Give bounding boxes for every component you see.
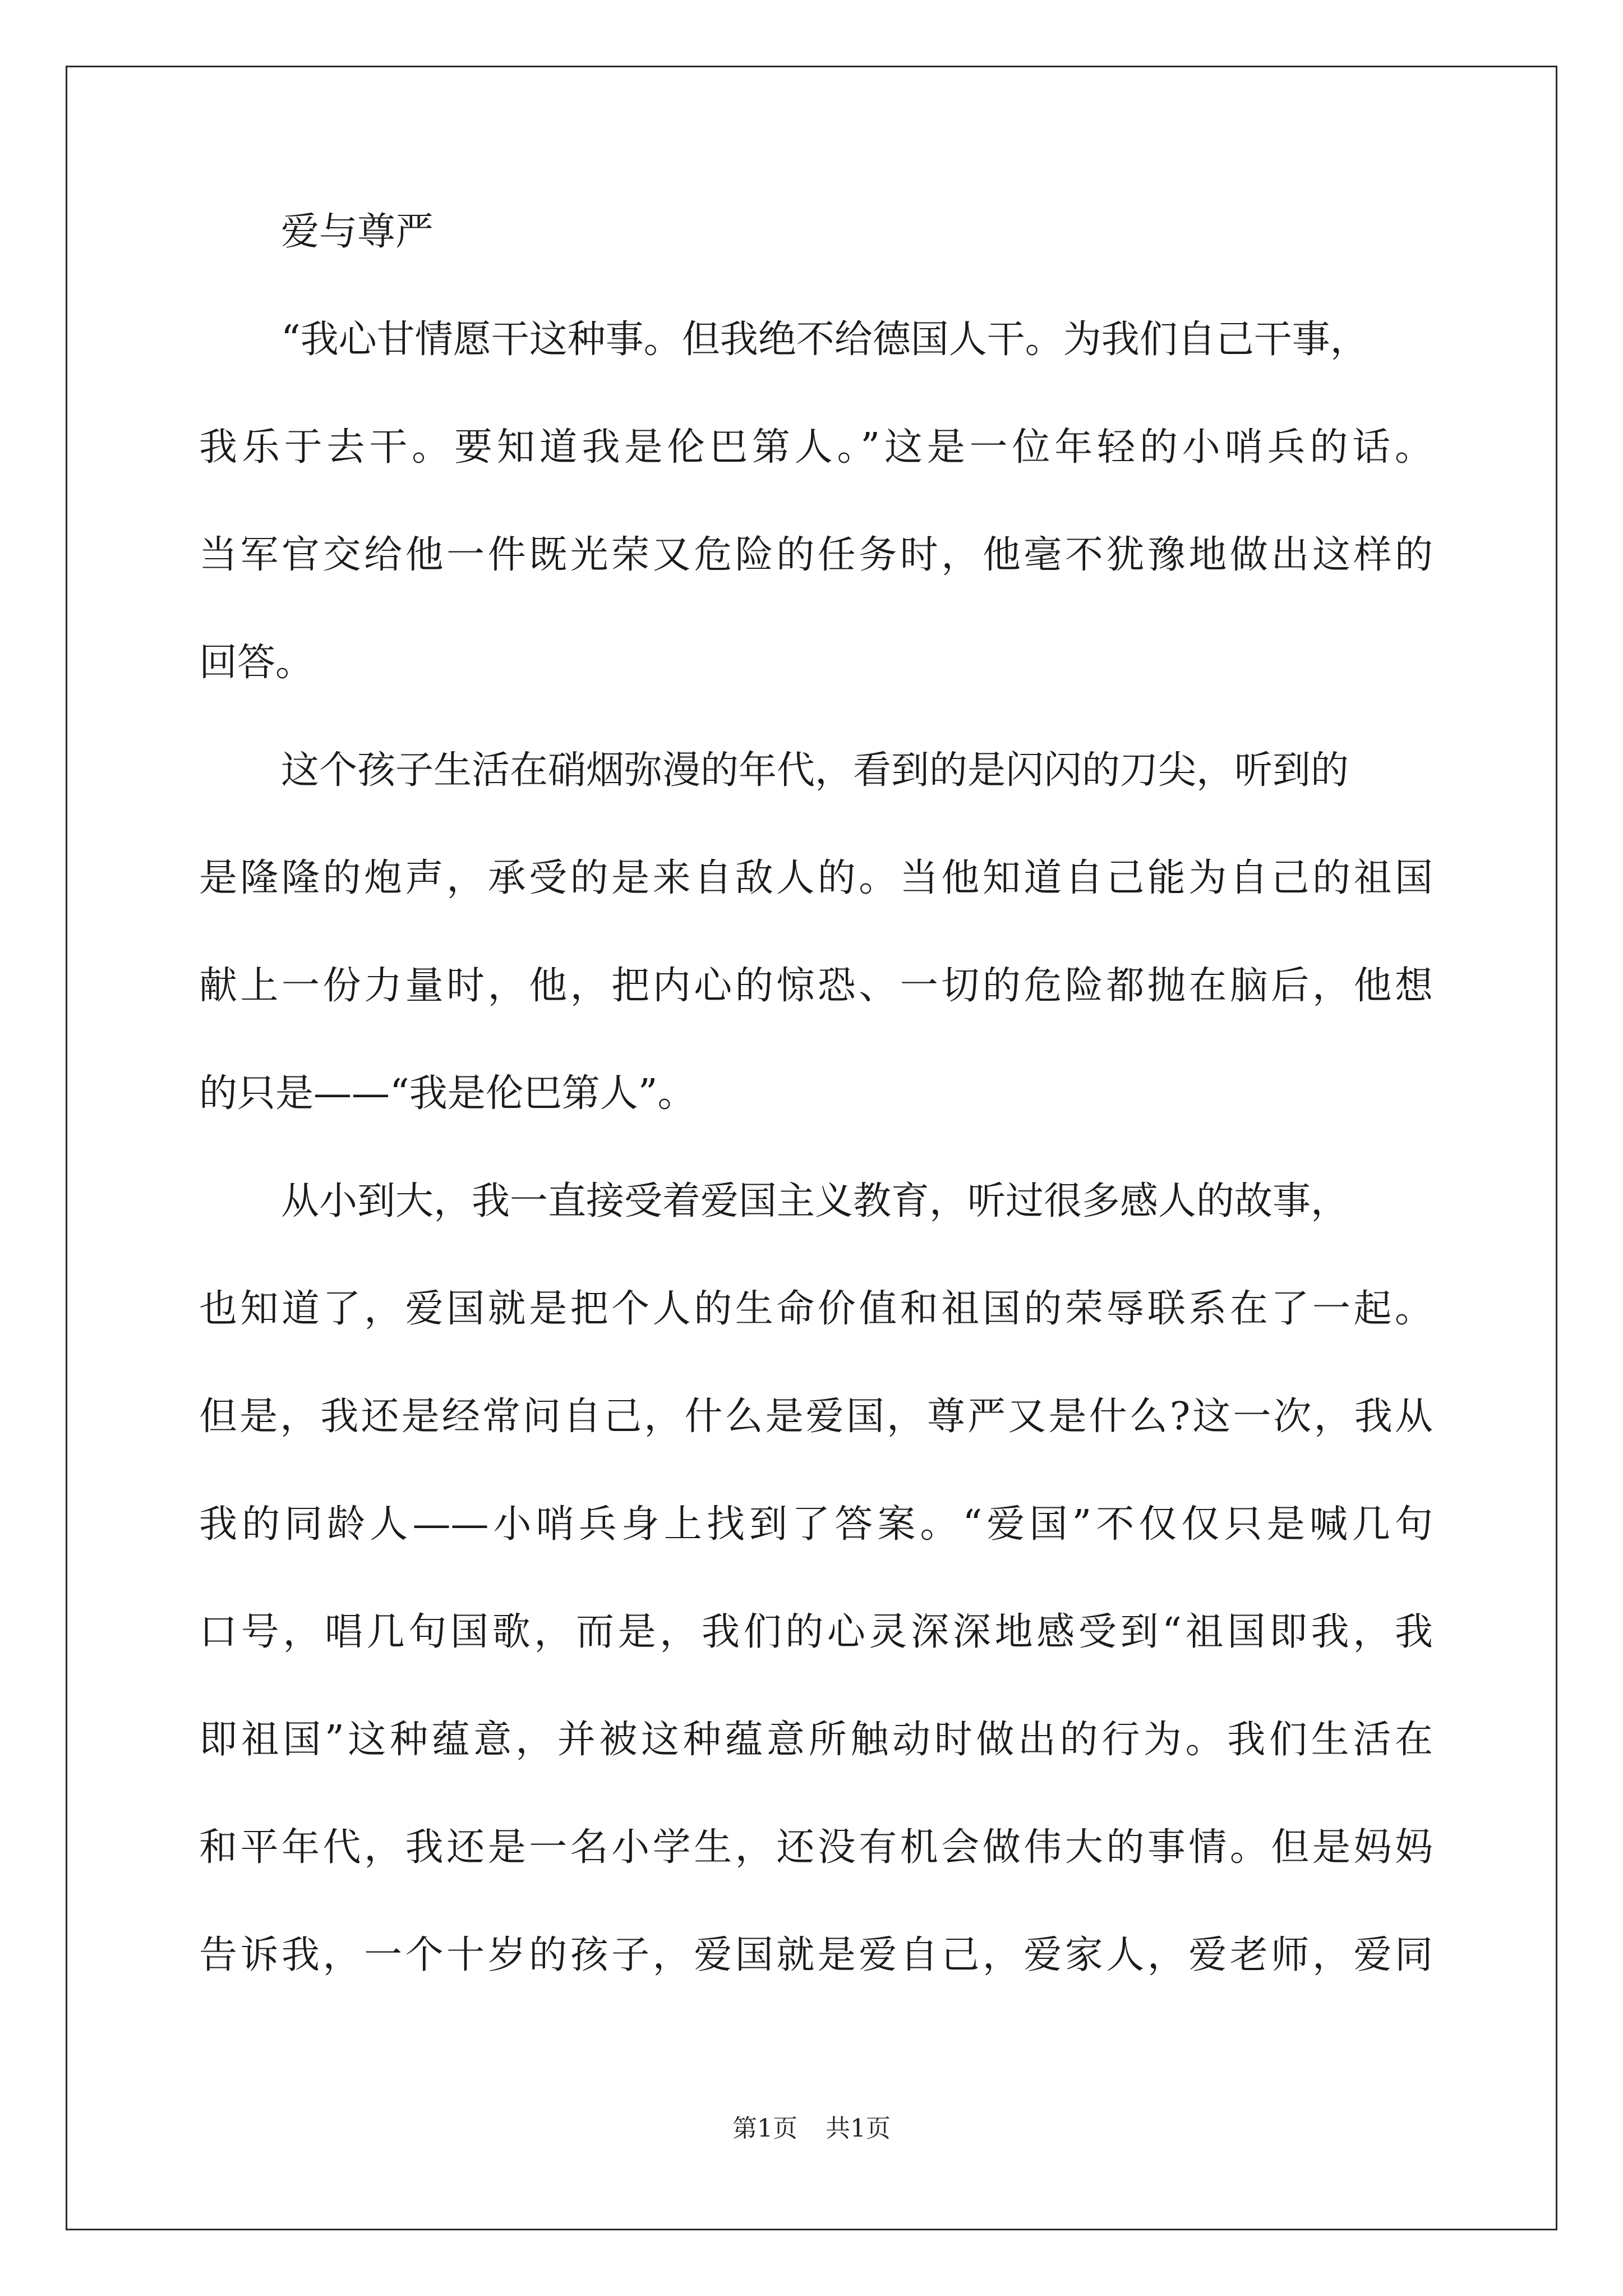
paragraph-line: 但是，我还是经常问自己，什么是爱国，尊严又是什么?这一次，我从 <box>199 1395 1433 1439</box>
paragraph-line: 告诉我，一个十岁的孩子，爱国就是爱自己，爱家人，爱老师，爱同 <box>199 1933 1433 1977</box>
page-footer <box>0 2112 1623 2146</box>
page-number-current: 第1页 <box>732 2114 797 2143</box>
paragraph-line: “我心甘情愿干这种事。但我绝不给德国人干。为我们自己干事， <box>281 318 1368 362</box>
paragraph-line: 即祖国”这种蕴意，并被这种蕴意所触动时做出的行为。我们生活在 <box>199 1718 1433 1762</box>
document-body <box>199 178 1433 2009</box>
paragraph-line: 也知道了，爱国就是把个人的生命价值和祖国的荣辱联系在了一起。 <box>199 1287 1433 1331</box>
page-number-total: 共1页 <box>826 2114 891 2143</box>
document-title: 爱与尊严 <box>281 210 434 254</box>
paragraph-line: 的只是——“我是伦巴第人”。 <box>199 1071 696 1116</box>
paragraph-line: 是隆隆的炮声，承受的是来自敌人的。当他知道自己能为自己的祖国 <box>199 856 1433 900</box>
paragraph-line: 从小到大，我一直接受着爱国主义教育，听过很多感人的故事， <box>281 1179 1349 1223</box>
paragraph-line: 和平年代，我还是一名小学生，还没有机会做伟大的事情。但是妈妈 <box>199 1825 1433 1870</box>
paragraph-line: 回答。 <box>199 641 314 685</box>
paragraph-line: 我乐于去干。要知道我是伦巴第人。”这是一位年轻的小哨兵的话。 <box>199 425 1433 470</box>
paragraph-line: 当军官交给他一件既光荣又危险的任务时，他毫不犹豫地做出这样的 <box>199 533 1433 577</box>
paragraph-line: 我的同龄人——小哨兵身上找到了答案。“爱国”不仅仅只是喊几句 <box>199 1502 1433 1547</box>
paragraph-line: 这个孩子生活在硝烟弥漫的年代，看到的是闪闪的刀尖，听到的 <box>281 748 1349 793</box>
paragraph-line: 口号，唱几句国歌，而是，我们的心灵深深地感受到“祖国即我，我 <box>199 1610 1433 1654</box>
paragraph-line: 献上一份力量时，他，把内心的惊恐、一切的危险都抛在脑后，他想 <box>199 964 1433 1008</box>
